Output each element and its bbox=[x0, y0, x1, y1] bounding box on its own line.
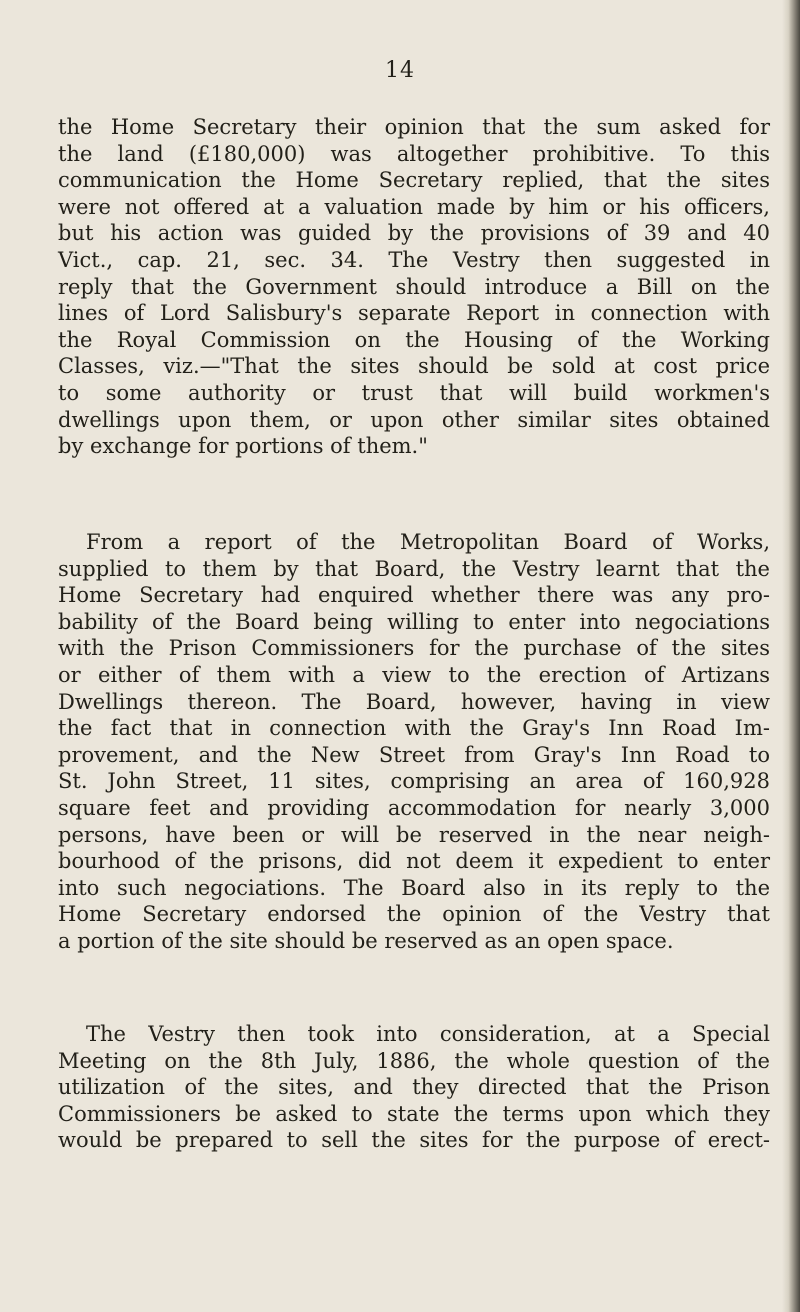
text-line: square feet and providing accommodation for nearly 3,000 bbox=[58, 795, 770, 820]
text-line: the fact that in connection with the Gray's Inn Road Im- bbox=[58, 716, 770, 741]
paragraph-1 bbox=[58, 114, 770, 460]
text-line: dwellings upon them, or upon other similar sites obtained bbox=[58, 407, 770, 432]
text-line: supplied to them by that Board, the Vestry learnt that the bbox=[58, 556, 770, 581]
text-line: Commissioners be asked to state the terms upon which they bbox=[58, 1101, 770, 1126]
text-line: provement, and the New Street from Gray's Inn Road to bbox=[58, 742, 770, 767]
text-line: would be prepared to sell the sites for the purpose of erect- bbox=[58, 1128, 770, 1153]
text-line: Meeting on the 8th July, 1886, the whole question of the bbox=[58, 1048, 770, 1073]
page-number: 14 bbox=[385, 58, 415, 83]
text-line: Classes, viz.—"That the sites should be sold at cost price bbox=[58, 354, 770, 379]
text-line: were not offered at a valuation made by him or his officers, bbox=[58, 194, 770, 219]
paragraph-2 bbox=[58, 529, 770, 955]
text-line: reply that the Government should introduce a Bill on the bbox=[58, 274, 770, 299]
text-line: by exchange for portions of them." bbox=[58, 434, 428, 459]
page-edge bbox=[782, 0, 800, 1312]
text-line: St. John Street, 11 sites, comprising an area of 160,928 bbox=[58, 769, 770, 794]
text-line: a portion of the site should be reserved as an open space. bbox=[58, 928, 674, 953]
text-line: bourhood of the prisons, did not deem it expedient to enter bbox=[58, 849, 770, 874]
text-line: the Royal Commission on the Housing of the Working bbox=[58, 327, 770, 352]
text-line: but his action was guided by the provisions of 39 and 40 bbox=[58, 221, 770, 246]
text-line: lines of Lord Salisbury's separate Report in connection with bbox=[58, 301, 770, 326]
text-line: the land (£180,000) was altogether prohibitive. To this bbox=[58, 141, 770, 166]
text-line: From a report of the Metropolitan Board of Works, bbox=[86, 530, 770, 554]
text-line: utilization of the sites, and they directed that the Prison bbox=[58, 1075, 770, 1100]
text-line: communication the Home Secretary replied, that the sites bbox=[58, 168, 770, 193]
text-line: The Vestry then took into consideration, at a Special bbox=[86, 1022, 770, 1046]
text-line: to some authority or trust that will build workmen's bbox=[58, 380, 770, 405]
text-line: Home Secretary had enquired whether there was any pro- bbox=[58, 583, 770, 608]
text-line: persons, have been or will be reserved in the near neigh- bbox=[58, 822, 770, 847]
text-line: Home Secretary endorsed the opinion of the Vestry that bbox=[58, 902, 770, 927]
text-line: the Home Secretary their opinion that the sum asked for bbox=[58, 115, 770, 139]
paragraph-3 bbox=[58, 1021, 770, 1154]
text-line: bability of the Board being willing to enter into negociations bbox=[58, 609, 770, 634]
text-line: Vict., cap. 21, sec. 34. The Vestry then suggested in bbox=[58, 247, 770, 272]
text-line: or either of them with a view to the erection of Artizans bbox=[58, 662, 770, 687]
text-line: into such negociations. The Board also in its reply to the bbox=[58, 875, 770, 900]
text-line: Dwellings thereon. The Board, however, having in view bbox=[58, 689, 770, 714]
text-line: with the Prison Commissioners for the purchase of the sites bbox=[58, 636, 770, 661]
